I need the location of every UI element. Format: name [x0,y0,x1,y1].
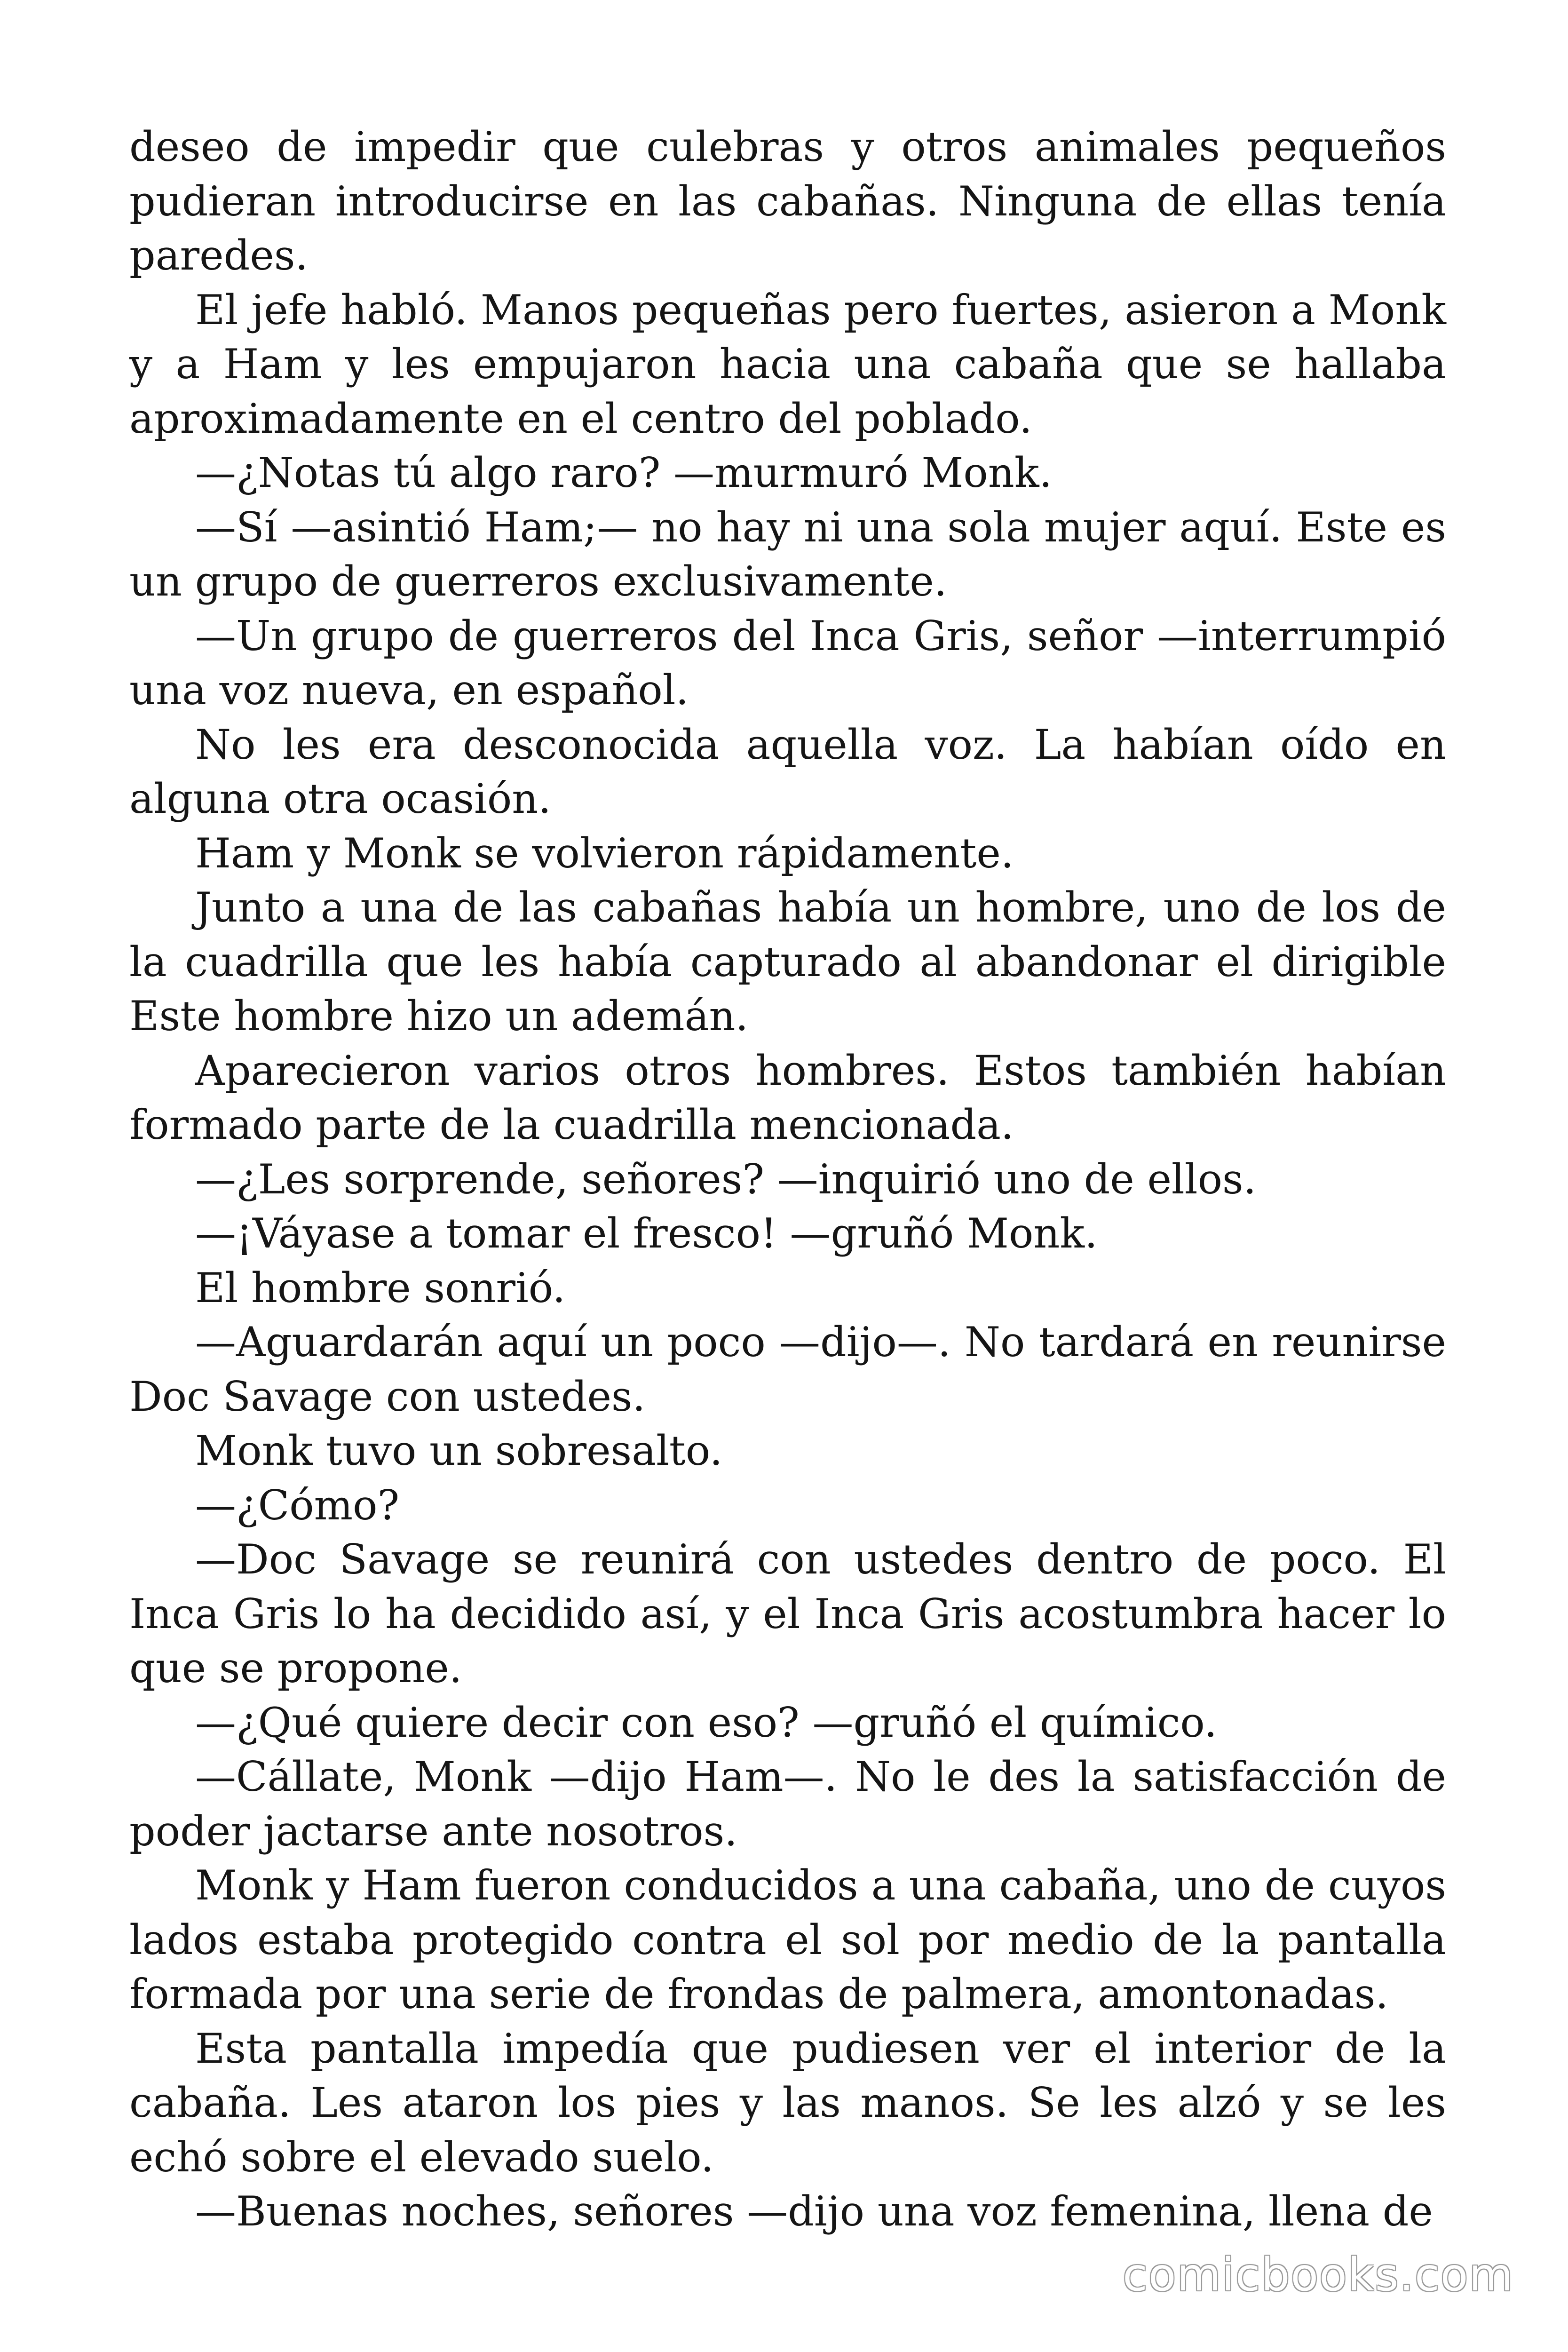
paragraph: —Cállate, Monk —dijo Ham—. No le des la satisfacción de poder jactarse ante nosotros. [129,1753,1446,1855]
paragraph: deseo de impedir que culebras y otros animales pequeños pudieran introducirse en las cabañas. Ninguna de ellas tenía paredes. [129,123,1446,279]
page-body [129,120,1446,2239]
paragraph: Esta pantalla impedía que pudiesen ver el interior de la cabaña. Les ataron los pies y las manos. Se les alzó y se les echó sobre el elevado suelo. [129,2024,1446,2181]
paragraph: El jefe habló. Manos pequeñas pero fuertes, asieron a Monk y a Ham y les empujaron hacia una cabaña que se hallaba aproximadamente en el centro del poblado. [129,286,1446,443]
paragraph: —¿Qué quiere decir con eso? —gruñó el químico. [195,1698,1217,1747]
paragraph: No les era desconocida aquella voz. La habían oído en alguna otra ocasión. [129,720,1446,823]
paragraph: —Un grupo de guerreros del Inca Gris, señor —interrumpió una voz nueva, en español. [129,612,1446,714]
paragraph: —¿Cómo? [195,1481,400,1529]
paragraph: —Buenas noches, señores —dijo una voz femenina, llena de [195,2187,1433,2235]
paragraph: —Sí —asintió Ham;— no hay ni una sola mujer aquí. Este es un grupo de guerreros exclusivamente. [129,503,1446,605]
paragraph: Monk y Ham fueron conducidos a una cabaña, uno de cuyos lados estaba protegido contra el sol por medio de la pantalla formada por una serie de frondas de palmera, amontonadas. [129,1861,1446,2018]
paragraph: El hombre sonrió. [195,1263,566,1312]
paragraph: —Aguardarán aquí un poco —dijo—. No tardará en reunirse Doc Savage con ustedes. [129,1318,1446,1421]
paragraph: —Doc Savage se reunirá con ustedes dentro de poco. El Inca Gris lo ha decidido así, y el Inca Gris acostumbra hacer lo que se propone. [129,1535,1446,1692]
paragraph: Junto a una de las cabañas había un hombre, uno de los de la cuadrilla que les había capturado al abandonar el dirigible Este hombre hizo un ademán. [129,883,1446,1040]
paragraph: Monk tuvo un sobresalto. [195,1427,723,1475]
paragraph: —¡Váyase a tomar el fresco! —gruñó Monk. [195,1209,1098,1257]
paragraph: Aparecieron varios otros hombres. Estos también habían formado parte de la cuadrilla mencionada. [129,1046,1446,1149]
paragraph: —¿Les sorprende, señores? —inquirió uno de ellos. [195,1155,1257,1203]
paragraph: Ham y Monk se volvieron rápidamente. [195,829,1014,877]
watermark: comicbooks.com [1122,2249,1514,2301]
paragraph: —¿Notas tú algo raro? —murmuró Monk. [195,449,1053,497]
